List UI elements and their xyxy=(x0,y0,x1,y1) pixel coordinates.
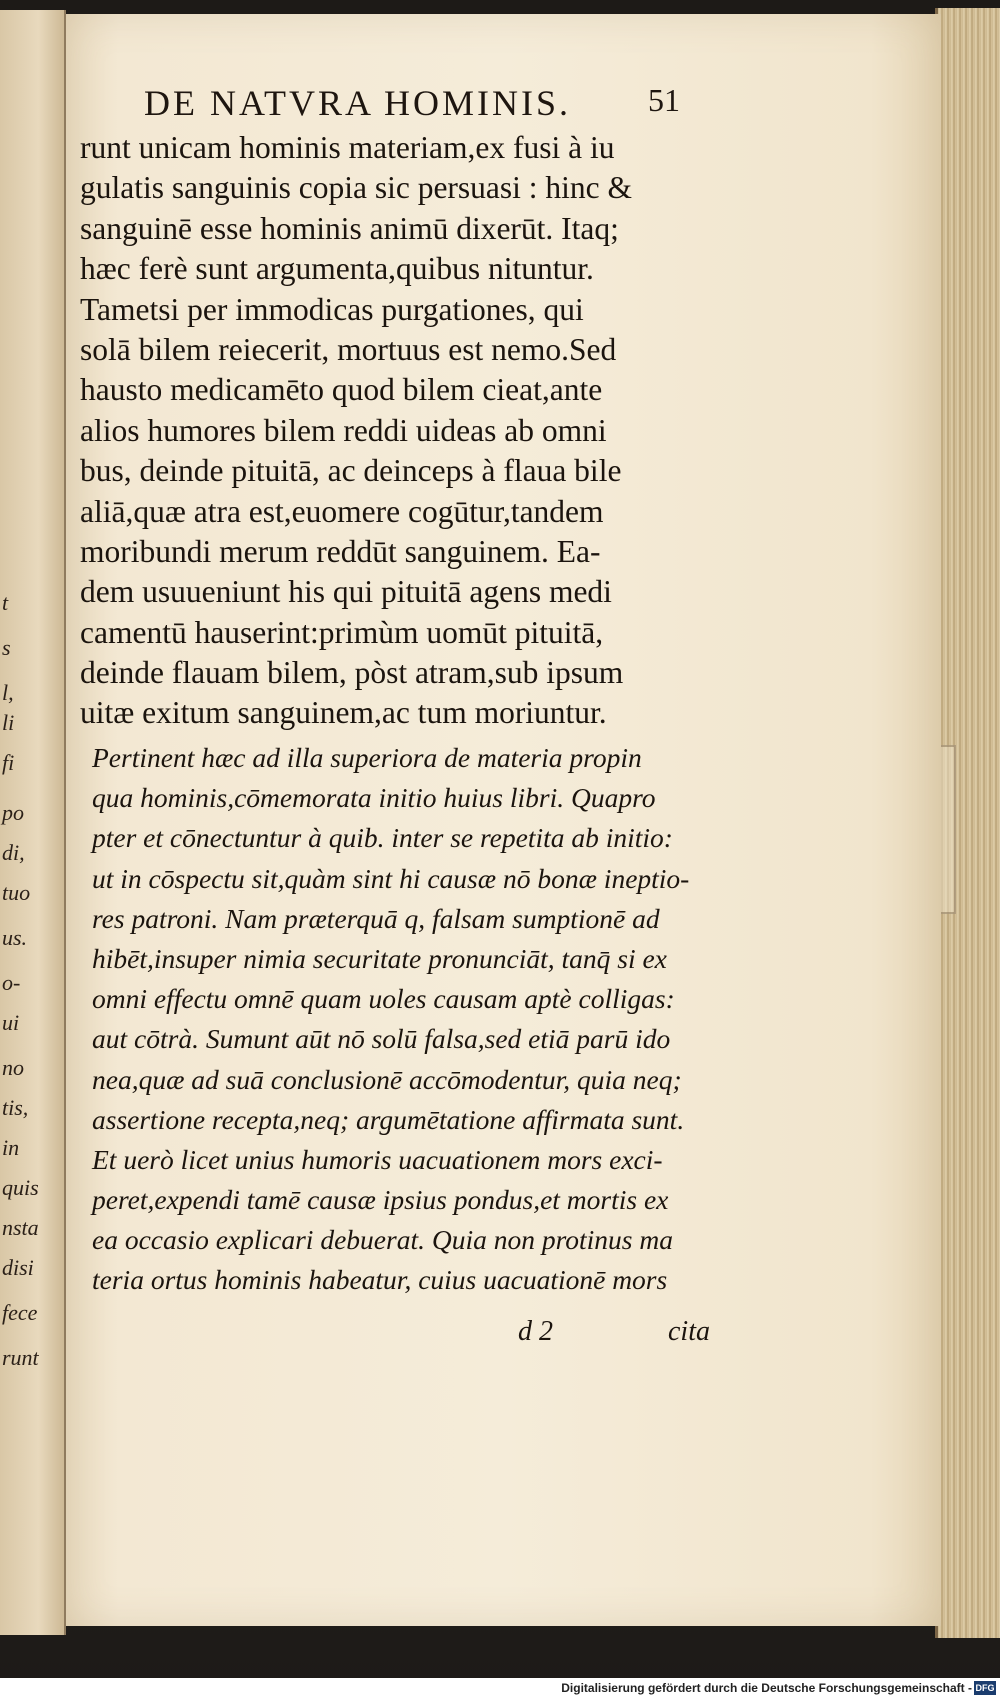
margin-fragment: s xyxy=(2,635,11,660)
margin-fragment: tuo xyxy=(2,880,31,905)
margin-fragment: no xyxy=(2,1055,24,1080)
commentary-line: ea occasio explicari debuerat. Quia non protinus ma xyxy=(92,1224,673,1256)
margin-fragment: disi xyxy=(2,1255,34,1280)
commentary-line: qua hominis,cōmemorata initio huius libri. Quapro xyxy=(92,782,656,814)
text-line: runt unicam hominis materiam,ex fusi à iu xyxy=(80,130,615,165)
main-text-block xyxy=(80,128,632,734)
margin-fragment: ui xyxy=(2,1010,20,1035)
catchword: cita xyxy=(668,1316,710,1347)
commentary-line: pter et cōnectuntur à quib. inter se repetita ab initio: xyxy=(92,822,673,854)
commentary-line: assertione recepta,neq; argumētatione affirmata sunt. xyxy=(92,1103,685,1135)
text-line: camentū hauserint:primùm uomūt pituitā, xyxy=(80,614,604,650)
commentary-line: hibēt,insuper nimia securitate pronunciāt, tanq̄ si ex xyxy=(92,942,667,974)
commentary-line: teria ortus hominis habeatur, cuius uacuationē mors xyxy=(92,1264,668,1296)
margin-fragment: fi xyxy=(2,750,15,775)
margin-fragment: di, xyxy=(2,840,25,865)
text-line: bus, deinde pituitā, ac deinceps à flaua bile xyxy=(80,453,622,489)
dfg-logo: DFG xyxy=(975,1683,995,1693)
text-line: sanguinē esse hominis animū dixerūt. Itaq; xyxy=(80,210,619,246)
commentary-line: nea,quæ ad suā conclusionē accōmodentur, quia neq; xyxy=(92,1063,682,1095)
margin-fragment: l, xyxy=(2,680,14,705)
margin-fragment: nsta xyxy=(2,1215,39,1240)
digitization-footer xyxy=(0,1678,1000,1700)
commentary-line: peret,expendi tamē causæ ipsius pondus,et mortis ex xyxy=(92,1184,669,1216)
margin-fragment: t xyxy=(2,590,9,615)
commentary-line: ut in cōspectu sit,quàm sint hi causæ nō bonæ ineptio- xyxy=(92,862,690,894)
text-line: alios humores bilem reddi uideas ab omni xyxy=(80,412,607,448)
margin-fragment: fece xyxy=(2,1300,38,1325)
margin-fragment: in xyxy=(2,1135,20,1160)
margin-fragment: o- xyxy=(2,970,21,995)
margin-fragment: li xyxy=(2,710,15,735)
signature-mark: d 2 xyxy=(518,1316,553,1347)
commentary-line: omni effectu omnē quam uoles causam aptè colligas: xyxy=(92,983,675,1015)
commentary-line: Pertinent hæc ad illa superiora de materia propin xyxy=(92,742,642,773)
commentary-line: aut cōtrà. Sumunt aūt nō solū falsa,sed etiā parū ido xyxy=(92,1023,671,1055)
margin-fragment: po xyxy=(2,800,24,825)
margin-fragment: runt xyxy=(2,1345,39,1370)
folio-number: 51 xyxy=(648,82,680,118)
book-page xyxy=(66,14,941,1626)
commentary-line: Et uerò licet unius humoris uacuationem mors exci- xyxy=(92,1143,663,1175)
text-line: hæc ferè sunt argumenta,quibus nituntur. xyxy=(80,251,594,287)
footer-credit: Digitalisierung gefördert durch die Deutsche Forschungsgemeinschaft - xyxy=(561,1681,972,1695)
text-line: hausto medicamēto quod bilem cieat,ante xyxy=(80,372,603,408)
previous-page-edge xyxy=(0,10,66,1635)
text-line: gulatis sanguinis copia sic persuasi : hinc & xyxy=(80,170,633,206)
text-line: moribundi merum reddūt sanguinem. Ea- xyxy=(80,533,601,569)
text-line: deinde flauam bilem, pòst atram,sub ipsum xyxy=(80,655,624,691)
text-line: solā bilem reiecerit, mortuus est nemo.Sed xyxy=(80,331,617,367)
margin-fragment: quis xyxy=(2,1175,39,1200)
text-line: uitæ exitum sanguinem,ac tum moriuntur. xyxy=(80,695,607,731)
text-line: aliā,quæ atra est,euomere cogūtur,tandem xyxy=(80,493,604,529)
running-head: DE NATVRA HOMINIS. xyxy=(144,83,572,123)
commentary-line: res patroni. Nam præterquā q, falsam sumptionē ad xyxy=(92,902,660,934)
margin-fragment: us. xyxy=(2,925,28,950)
text-line: Tametsi per immodicas purgationes, qui xyxy=(80,291,584,327)
margin-fragment: tis, xyxy=(2,1095,29,1120)
commentary-block xyxy=(92,738,689,1301)
text-line: dem usuueniunt his qui pituitā agens medi xyxy=(80,574,612,610)
